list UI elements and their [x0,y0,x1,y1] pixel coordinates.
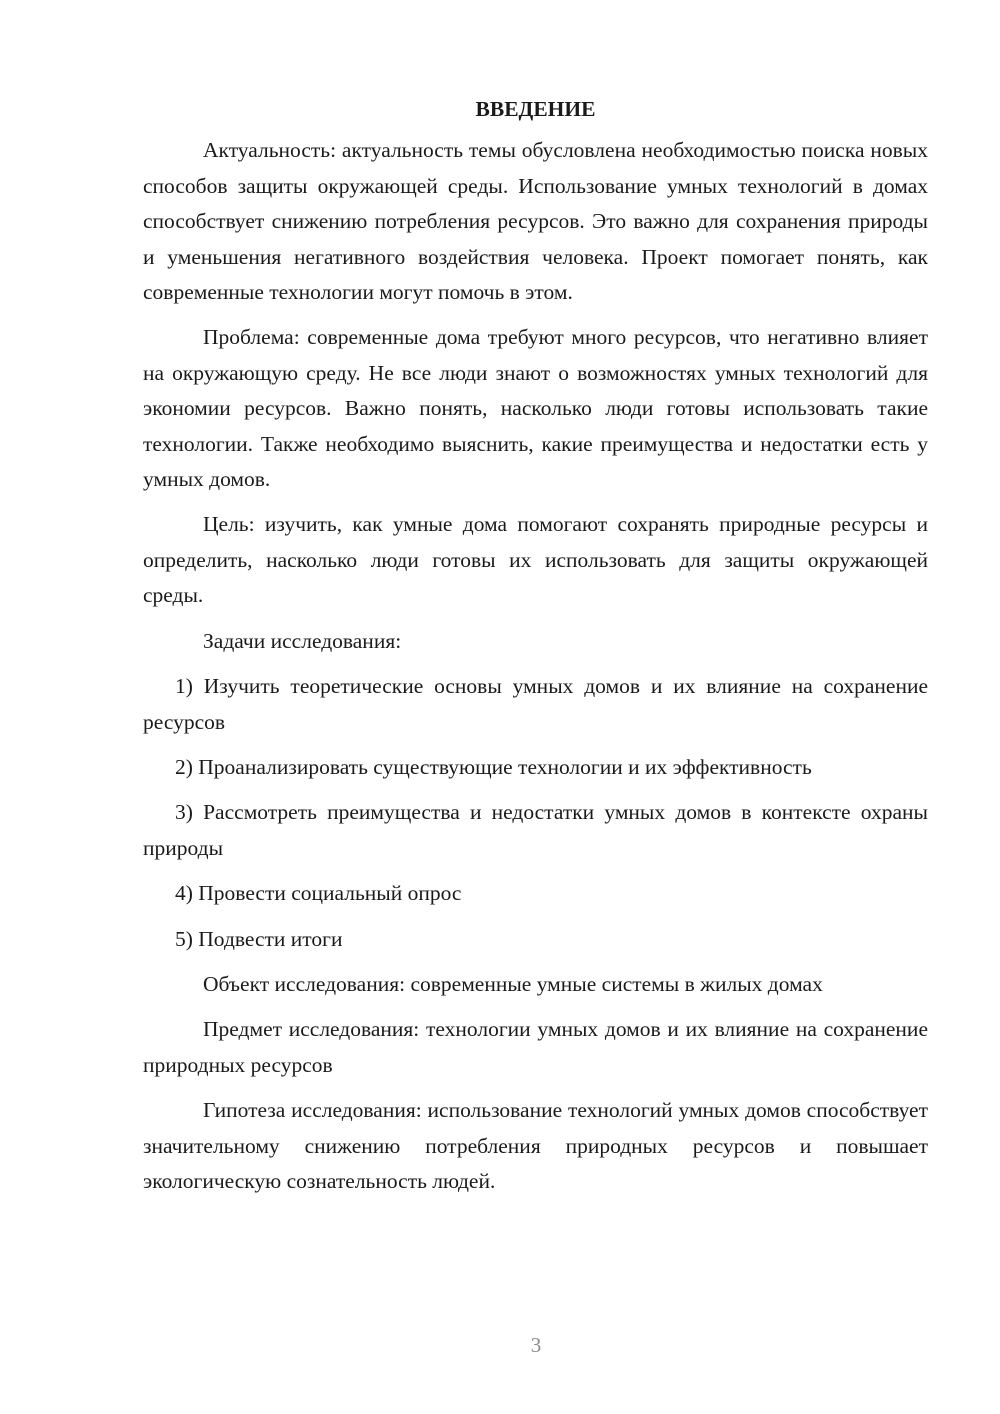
goal-paragraph: Цель: изучить, как умные дома помогают сохранять природные ресурсы и определить, насколько люди готовы их использовать для защиты окружающей среды. [143,512,928,608]
task-item: 1) Изучить теоретические основы умных домов и их влияние на сохранение ресурсов [143,674,928,734]
page-number: 3 [530,1333,542,1357]
hypothesis-paragraph: Гипотеза исследования: использование технологий умных домов способствует значительному снижению потребления природных ресурсов и повышает экологическую сознательность людей. [143,1098,928,1193]
relevance-paragraph: Актуальность: актуальность темы обусловлена необходимостью поиска новых способов защиты окружающей среды. Использование умных технологий в домах способствует снижению потребления ресурсов. Это важно для сохранения природы и уменьшения негативного воздействия человека. Проект помогает понять, как современные технологии могут помочь в этом. [143,138,928,305]
page-title: ВВЕДЕНИЕ [475,97,596,121]
page-content [143,92,928,1209]
task-item: 3) Рассмотреть преимущества и недостатки умных домов в контексте охраны природы [143,800,928,860]
problem-paragraph: Проблема: современные дома требуют много ресурсов, что негативно влияет на окружающую среду. Не все люди знают о возможностях умных технологий для экономии ресурсов. Важно понять, насколько люди готовы использовать такие технологии. Также необходимо выяснить, какие преимущества и недостатки есть у умных домов. [143,325,928,492]
task-item: 4) Провести социальный опрос [175,881,462,906]
tasks-heading: Задачи исследования: [203,628,402,653]
task-item: 5) Подвести итоги [175,926,343,951]
subject-paragraph: Предмет исследования: технологии умных домов и их влияние на сохранение природных ресурсов [143,1017,928,1077]
task-item: 2) Проанализировать существующие технологии и их эффективность [175,754,812,779]
object-paragraph: Объект исследования: современные умные системы в жилых домах [203,971,823,996]
